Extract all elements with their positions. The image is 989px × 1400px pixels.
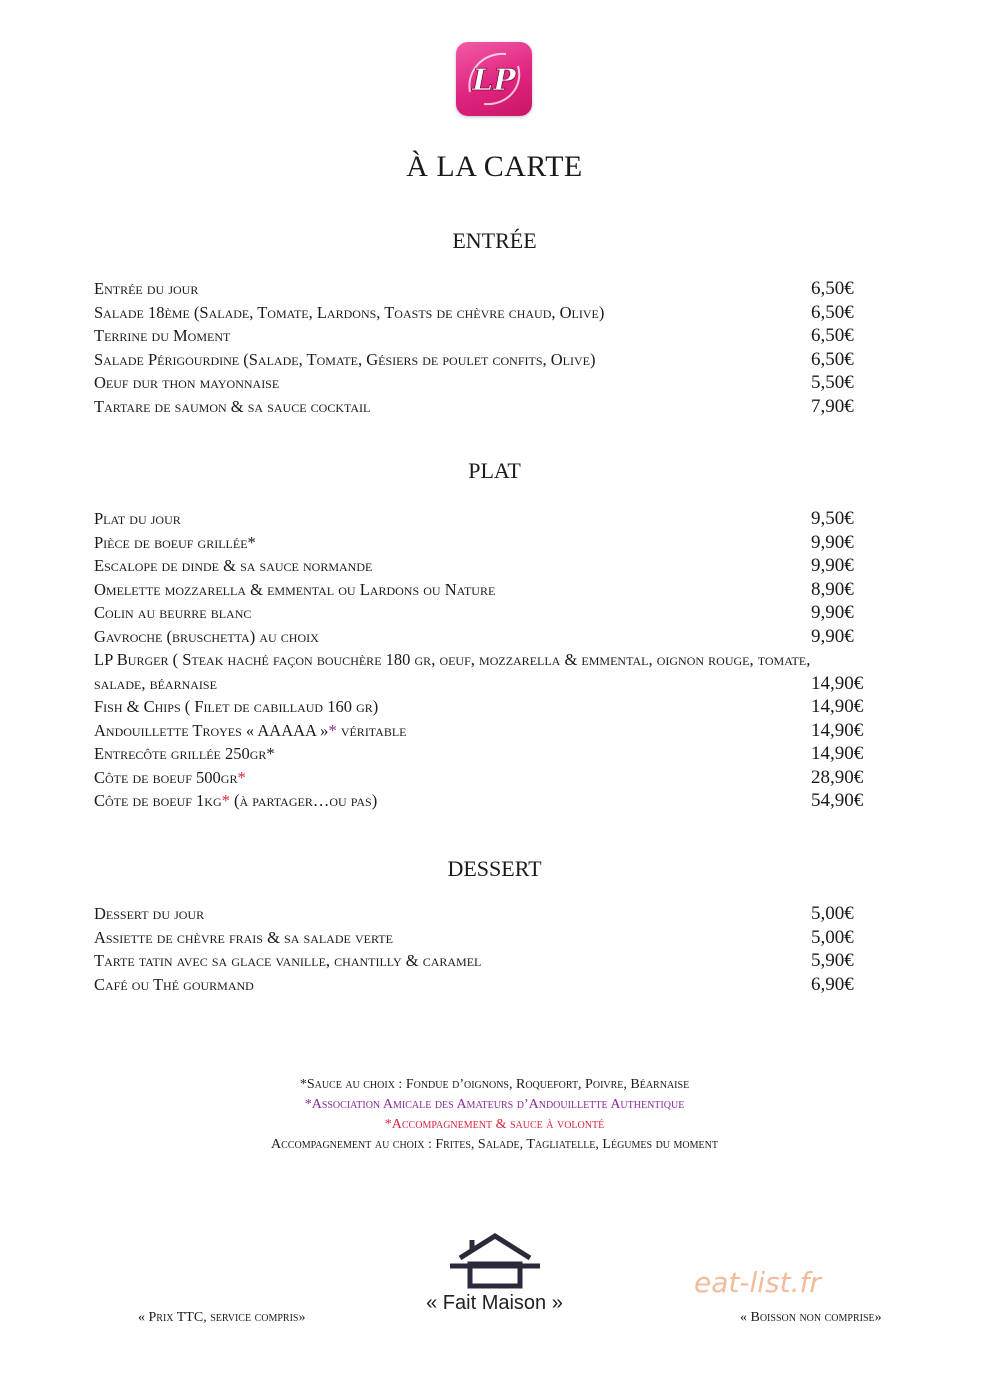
menu-item-name: Tartare de saumon & sa sauce cocktail [94,396,371,416]
note-sauce: *Sauce au choix : Fondue d’oignons, Roquefort, Poivre, Béarnaise [299,1077,690,1092]
menu-item [94,719,884,743]
menu-item-price: 14,90€ [811,719,864,741]
menu-item-price: 9,90€ [811,602,854,623]
menu-item [94,902,884,926]
note-association: *Association Amicale des Amateurs d’Andouillette Authentique [304,1097,685,1112]
menu-item-name: Assiette de chèvre frais & sa salade verte [94,927,393,947]
menu-item [94,625,884,649]
section-title-entree: ENTRÉE [452,228,537,253]
dessert-list [94,902,884,996]
menu-item [94,554,884,578]
menu-item-price: 6,50€ [811,348,854,370]
menu-item-name: LP Burger ( Steak haché façon bouchère 180 gr, oeuf, mozzarella & emmental, oignon rouge, tomate, [94,650,811,669]
menu-item [94,348,884,372]
menu-item-suffix: véritable [336,720,407,740]
menu-item-name: Oeuf dur thon mayonnaise [94,373,280,392]
menu-item [94,766,884,790]
menu-item-name: Terrine du Moment [94,326,231,345]
menu-item-price: 9,90€ [811,531,854,553]
menu-item [94,789,884,813]
menu-item-price: 5,00€ [811,926,854,948]
menu-item-name: Entrée du jour [94,279,199,298]
menu-item-name: Entrecôte grillée 250gr [94,744,267,763]
section-title-dessert: DESSERT [447,856,542,881]
house-icon [448,1232,542,1290]
menu-item-price: 5,00€ [811,903,854,924]
menu-item-name: Pièce de boeuf grillée [94,532,248,552]
menu-item-name: Tarte tatin avec sa glace vanille, chantilly & caramel [94,951,482,970]
footer-price-note: « Prix TTC, service compris» [138,1310,306,1325]
plat-list [94,507,884,813]
menu-item [94,531,884,555]
menu-item [94,742,884,766]
menu-item-price: 6,50€ [811,325,854,346]
menu-item-price: 9,90€ [811,625,854,647]
footnotes [0,1075,989,1155]
menu-item [94,324,884,348]
menu-item-name: Gavroche (bruschetta) au choix [94,626,319,646]
sauce-star: * [266,744,275,763]
watermark: eat-list.fr [694,1266,821,1299]
menu-item-name: Fish & Chips ( Filet de cabillaud 160 gr) [94,697,379,716]
menu-item-price: 28,90€ [811,766,864,788]
menu-item-price: 54,90€ [811,790,864,811]
menu-item-price: 7,90€ [811,395,854,417]
menu-item-name: Andouillette Troyes « AAAAA » [94,720,329,740]
accompaniment-star: * [221,791,230,810]
menu-item-price: 5,50€ [811,372,854,393]
menu-item-price: 9,90€ [811,555,854,576]
fait-maison-label: « Fait Maison » [426,1292,563,1314]
menu-item [94,648,884,672]
menu-item [94,371,884,395]
menu-item-name: Côte de boeuf 1kg [94,791,222,810]
menu-item-name: Dessert du jour [94,904,205,923]
menu-item [94,949,884,973]
menu-item [94,578,884,602]
menu-item-suffix: (à partager…ou pas) [229,791,378,810]
menu-item-price: 8,90€ [811,578,854,600]
page-title: À LA CARTE [406,150,583,183]
menu-item [94,301,884,325]
menu-item-price: 5,90€ [811,950,854,971]
note-accompagnement-choix: Accompagnement au choix : Frites, Salade, Tagliatelle, Légumes du moment [271,1137,718,1152]
menu-item [94,672,884,696]
restaurant-logo [456,42,532,116]
entree-list [94,277,884,418]
association-star: * [328,720,337,740]
menu-item-price: 6,90€ [811,973,854,995]
menu-item [94,277,884,301]
menu-item [94,507,884,531]
menu-item-name: Omelette mozzarella & emmental ou Lardons ou Nature [94,579,496,599]
menu-item-name: Café ou Thé gourmand [94,974,254,994]
menu-item-name: Salade Périgourdine (Salade, Tomate, Gésiers de poulet confits, Olive) [94,349,596,369]
note-accompagnement-volonte: *Accompagnement & sauce à volonté [384,1117,605,1132]
menu-item-name: Colin au beurre blanc [94,603,252,622]
menu-item [94,695,884,719]
menu-item-name: Côte de boeuf 500gr [94,767,238,787]
menu-item-price: 14,90€ [811,696,864,717]
accompaniment-star: * [237,767,246,787]
menu-item-name: Escalope de dinde & sa sauce normande [94,556,373,575]
menu-item [94,601,884,625]
menu-item [94,395,884,419]
logo-swirl-icon [456,42,532,116]
section-title-plat: PLAT [468,458,521,483]
menu-item-price: 14,90€ [811,672,864,694]
menu-item-name: Salade 18ème (Salade, Tomate, Lardons, Toasts de chèvre chaud, Olive) [94,302,605,322]
menu-item [94,973,884,997]
menu-item-price: 6,50€ [811,301,854,323]
menu-item [94,926,884,950]
menu-item-price: 9,50€ [811,508,854,529]
sauce-star: * [247,532,256,552]
logo-text: LP [472,63,516,98]
menu-item-price: 14,90€ [811,743,864,764]
menu-item-name: Plat du jour [94,509,181,528]
menu-item-price: 6,50€ [811,278,854,299]
menu-item-name: salade, béarnaise [94,673,217,693]
footer-drink-note: « Boisson non comprise» [740,1310,882,1325]
